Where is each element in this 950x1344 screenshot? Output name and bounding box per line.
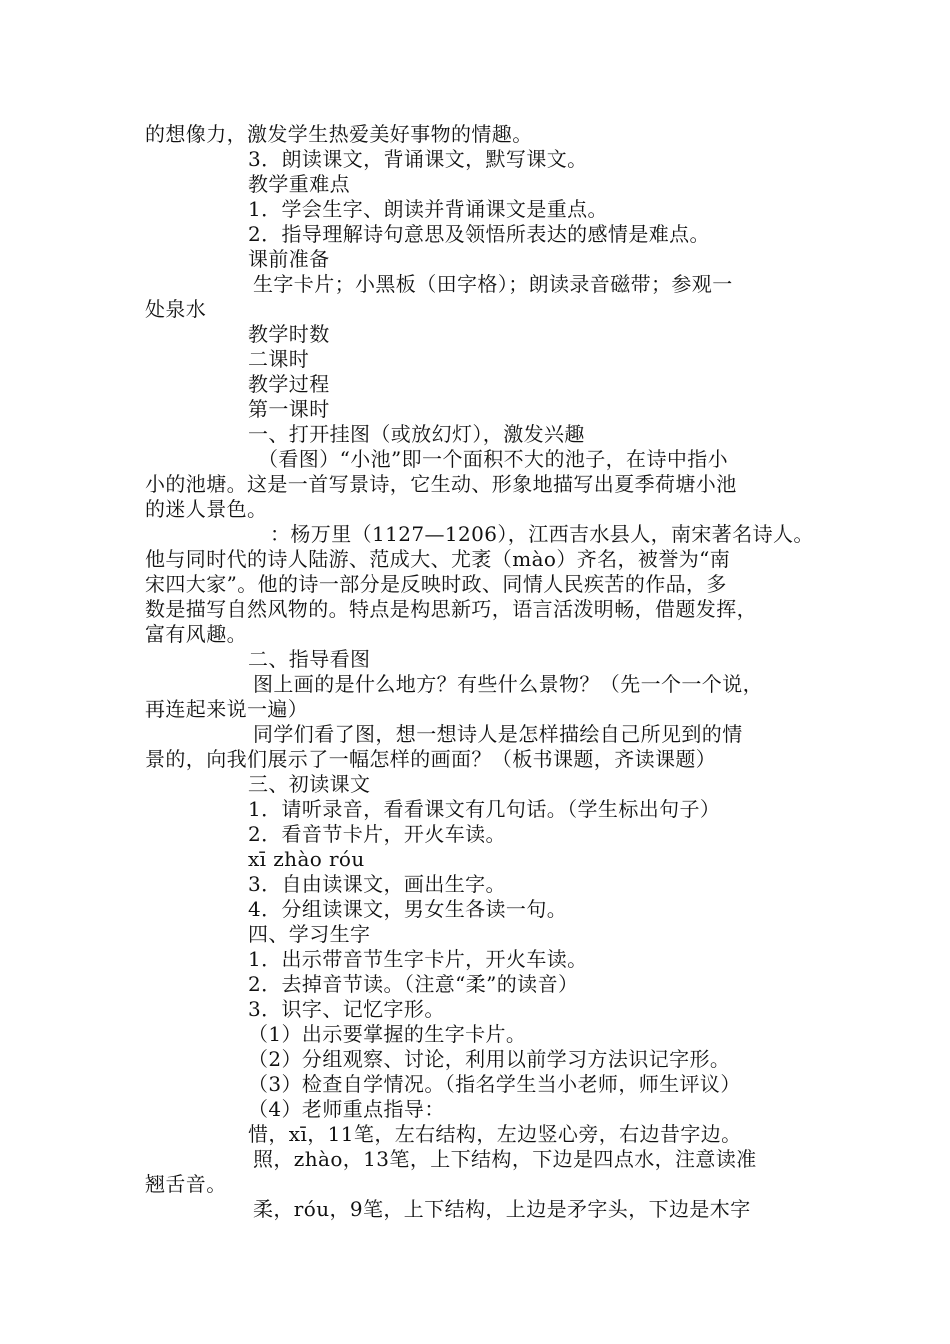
text-line: 2．去掉音节读。（注意“柔”的读音）: [248, 972, 579, 996]
section-heading: 三、初读课文: [248, 772, 371, 796]
section-heading: 课前准备: [248, 247, 330, 271]
section-heading: 第一课时: [248, 397, 330, 421]
text-line: 处泉水: [145, 297, 207, 321]
section-heading: 教学时数: [248, 322, 330, 346]
text-line: 2．看音节卡片，开火车读。: [248, 822, 506, 846]
section-heading: 一、打开挂图（或放幻灯），激发兴趣: [248, 422, 585, 446]
text-line: 3．识字、记忆字形。: [248, 997, 445, 1021]
text-line: （4）老师重点指导：: [248, 1097, 445, 1121]
text-line: （1）出示要掌握的生字卡片。: [248, 1022, 527, 1046]
text-line: 他与同时代的诗人陆游、范成大、尤袤（mào）齐名，被誉为“南: [145, 547, 731, 571]
text-line: 翘舌音。: [145, 1172, 227, 1196]
text-line: 照，zhào，13笔，上下结构，下边是四点水，注意读准: [253, 1147, 757, 1171]
section-heading: 二、指导看图: [248, 647, 371, 671]
text-line: 2．指导理解诗句意思及领悟所表达的感情是难点。: [248, 222, 710, 246]
text-line: 4．分组读课文，男女生各读一句。: [248, 897, 568, 921]
text-line: 1．学会生字、朗读并背诵课文是重点。: [248, 197, 608, 221]
text-line: 宋四大家”。他的诗一部分是反映时政、同情人民疾苦的作品，多: [145, 572, 727, 596]
section-heading: 教学过程: [248, 372, 330, 396]
text-line: （看图）“小池”即一个面积不大的池子，在诗中指小: [258, 447, 729, 471]
text-line: 生字卡片；小黑板（田字格）；朗读录音磁带；参观一: [253, 272, 733, 296]
pinyin-line: xī zhào róu: [248, 847, 365, 871]
text-line: 的迷人景色。: [145, 497, 268, 521]
section-heading: 四、学习生字: [248, 922, 371, 946]
text-line: 3．自由读课文，画出生字。: [248, 872, 506, 896]
text-line: 富有风趣。: [145, 622, 247, 646]
text-line: 同学们看了图，想一想诗人是怎样描绘自己所见到的情: [253, 722, 743, 746]
text-line: 1．请听录音，看看课文有几句话。（学生标出句子）: [248, 797, 721, 821]
text-line: 图上画的是什么地方？有些什么景物？（先一个一个说，: [253, 672, 763, 696]
text-line: 1．出示带音节生字卡片，开火车读。: [248, 947, 588, 971]
text-line: ：杨万里（1127—1206），江西吉水县人，南宋著名诗人。: [270, 522, 814, 546]
text-line: 二课时: [248, 347, 310, 371]
text-line: 景的，向我们展示了一幅怎样的画面？（板书课题，齐读课题）: [145, 747, 717, 771]
text-line: 再连起来说一遍）: [145, 697, 309, 721]
text-line: 小的池塘。这是一首写景诗，它生动、形象地描写出夏季荷塘小池: [145, 472, 737, 496]
text-line: （2）分组观察、讨论，利用以前学习方法识记字形。: [248, 1047, 731, 1071]
text-line: 数是描写自然风物的。特点是构思新巧，语言活泼明畅，借题发挥，: [145, 597, 757, 621]
section-heading: 教学重难点: [248, 172, 350, 196]
text-line: 的想像力，激发学生热爱美好事物的情趣。: [145, 122, 533, 146]
text-line: 3．朗读课文，背诵课文，默写课文。: [248, 147, 588, 171]
text-line: 柔，róu，9笔，上下结构，上边是矛字头，下边是木字: [253, 1197, 751, 1221]
text-line: （3）检查自学情况。（指名学生当小老师，师生评议）: [248, 1072, 741, 1096]
text-line: 惜，xī，11笔，左右结构，左边竖心旁，右边昔字边。: [248, 1122, 742, 1146]
